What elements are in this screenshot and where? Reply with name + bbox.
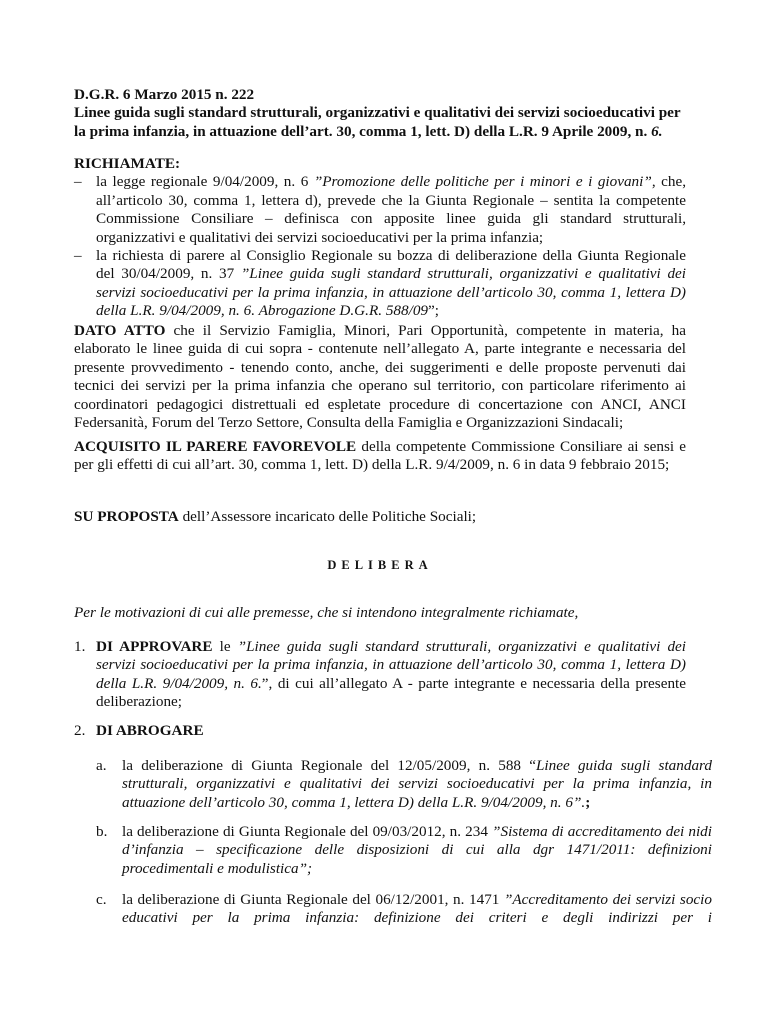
heading-decree: D.G.R. 6 Marzo 2015 n. 222	[74, 86, 255, 103]
item-number: 2.	[74, 722, 86, 739]
decision-item-2: 2. DI ABROGARE	[74, 722, 204, 739]
heading-subject-line1: Linee guida sugli standard strutturali, organizzativi e qualitativi dei servizi socioeducativi per	[74, 104, 681, 122]
abrogate-item-a: a. la deliberazione di Giunta Regionale del 12/05/2009, n. 588 “Linee guida sugli standard strutturali, organizzativi e qualitativi dei servizi socioeducativi per la prima infanzia, in attuazione dell’articolo 30, comma 1, lettera D) della L.R. 9/04/2009, n. 6”.;	[96, 757, 712, 811]
richiamate-item-1: – la legge regionale 9/04/2009, n. 6 ”Promozione delle politiche per i minori e i giovani”, che, all’articolo 30, comma 1, lettera d), prevede che la Giunta Regionale – sentita la competente Commissione Consiliare – definisca con apposite linee guida gli standard strutturali, organizzativi e qualitativi dei servizi socioeducativi per la prima infanzia;	[74, 173, 687, 246]
dash-bullet: –	[74, 247, 82, 265]
sub-item-letter: a.	[96, 757, 107, 774]
document-heading	[74, 86, 686, 141]
abrogate-item-c: c. la deliberazione di Giunta Regionale del 06/12/2001, n. 1471 ”Accreditamento dei servizi socio educativi per la prima infanzia: definizione dei criteri e degli indirizzi per i	[96, 891, 712, 927]
sub-item-letter: c.	[96, 891, 107, 908]
sub-item-letter: b.	[96, 823, 108, 840]
richiamate-item-2: – la richiesta di parere al Consiglio Regionale su bozza di deliberazione della Giunta Regionale del 30/04/2009, n. 37 ”Linee guida sugli standard strutturali, organizzativi e qualitativi dei servizi socioeducativi per la prima infanzia, in attuazione dell’articolo 30, comma 1, lettera D) della L.R. 9/04/2009, n. 6. Abrogazione D.G.R. 588/09”;	[74, 247, 686, 320]
item-number: 1.	[74, 638, 86, 655]
heading-subject-line2: la prima infanzia, in attuazione dell’art. 30, comma 1, lett. D) della L.R. 9 Aprile 2009, n. 6.	[74, 122, 663, 140]
su-proposta-paragraph: SU PROPOSTA dell’Assessore incaricato delle Politiche Sociali;	[74, 508, 477, 525]
abrogate-item-b: b. la deliberazione di Giunta Regionale del 09/03/2012, n. 234 ”Sistema di accreditamento dei nidi d’infanzia – specificazione delle disposizioni di cui alla dgr 1471/2011: definizioni procedimentali e modulistica”;	[96, 823, 712, 877]
richiamate-section	[74, 155, 686, 321]
dato-atto-paragraph: DATO ATTO che il Servizio Famiglia, Minori, Pari Opportunità, competente in materia, ha elaborato le linee guida di cui sopra - contenute nell’allegato A, parte integrante e necessaria del presente provvedimento - tenendo conto, anche, dei suggerimenti e delle proposte pervenuti dai tecnici dei servizi per la prima infanzia che operano sul territorio, con particolare riferimento ai coordinatori pedagogici distrettuali ed espletate procedure di concertazione con ANCI, ANCI Federsanità, Forum del Terzo Settore, Consulta della Famiglia e Organizzazioni Sindacali;	[74, 322, 686, 432]
delibera-title: DELIBERA	[327, 558, 433, 572]
richiamate-title: RICHIAMATE:	[74, 155, 181, 172]
acquisito-paragraph: ACQUISITO IL PARERE FAVOREVOLE della competente Commissione Consiliare ai sensi e per gli effetti di cui all’art. 30, comma 1, lett. D) della L.R. 9/4/2009, n. 6 in data 9 febbraio 2015;	[74, 438, 686, 474]
motivazioni-line: Per le motivazioni di cui alle premesse, che si intendono integralmente richiamate,	[74, 604, 579, 621]
dash-bullet: –	[74, 173, 82, 191]
decision-item-1: 1. DI APPROVARE le ”Linee guida sugli standard strutturali, organizzativi e qualitativi dei servizi socioeducativi per la prima infanzia, in attuazione dell’articolo 30, comma 1, lettera D) della L.R. 9/04/2009, n. 6.”, di cui all’allegato A - parte integrante e necessaria della presente deliberazione;	[74, 638, 687, 711]
